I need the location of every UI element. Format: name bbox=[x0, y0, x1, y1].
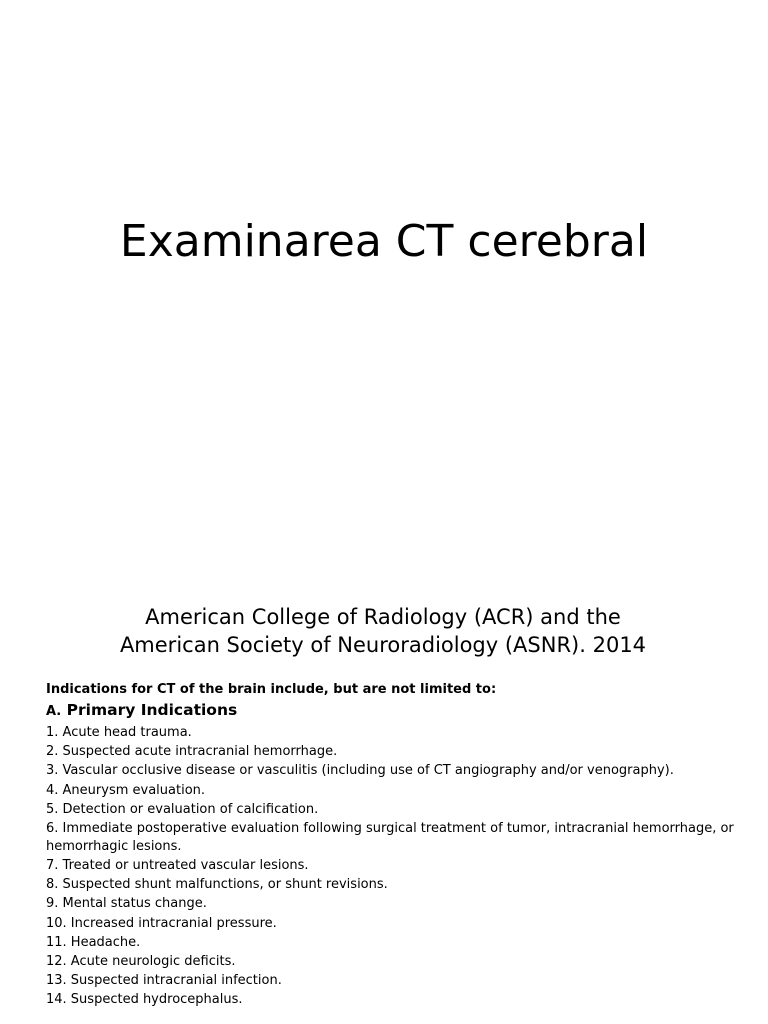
indications-content bbox=[46, 681, 746, 1010]
list-item: 14. Suspected hydrocephalus. bbox=[46, 992, 243, 1008]
source-line-1: American College of Radiology (ACR) and the bbox=[145, 605, 621, 629]
list-item: 9. Mental status change. bbox=[46, 896, 207, 912]
indications-intro: Indications for CT of the brain include, but are not limited to: bbox=[46, 682, 497, 697]
list-item: 2. Suspected acute intracranial hemorrhage. bbox=[46, 744, 338, 760]
list-item: 7. Treated or untreated vascular lesions. bbox=[46, 858, 309, 874]
indications-list bbox=[46, 723, 746, 1010]
list-item: 3. Vascular occlusive disease or vasculitis (including use of CT angiography and/or venography). bbox=[46, 763, 674, 779]
list-item: 1. Acute head trauma. bbox=[46, 725, 192, 740]
slide-title: Examinarea CT cerebral bbox=[119, 216, 649, 267]
source-citation bbox=[0, 603, 766, 659]
list-item-text: 6. Immediate postoperative evaluation following surgical treatment of tumor, intracranial hemorrhage, or bbox=[46, 821, 734, 837]
section-letter: A. bbox=[46, 704, 62, 719]
list-item: 12. Acute neurologic deficits. bbox=[46, 954, 236, 970]
section-heading-primary bbox=[46, 699, 746, 723]
source-line-2: American Society of Neuroradiology (ASNR). 2014 bbox=[119, 633, 647, 657]
list-item bbox=[46, 819, 746, 856]
list-item: 10. Increased intracranial pressure. bbox=[46, 915, 277, 931]
section-title: Primary Indications bbox=[61, 701, 238, 719]
list-item: 11. Headache. bbox=[46, 934, 141, 950]
list-item: 4. Aneurysm evaluation. bbox=[46, 782, 206, 798]
list-item: 13. Suspected intracranial infection. bbox=[46, 973, 282, 989]
list-item: 5. Detection or evaluation of calcification. bbox=[46, 801, 319, 817]
list-item: 8. Suspected shunt malfunctions, or shunt revisions. bbox=[46, 877, 388, 893]
list-item-continuation: hemorrhagic lesions. bbox=[46, 839, 182, 855]
